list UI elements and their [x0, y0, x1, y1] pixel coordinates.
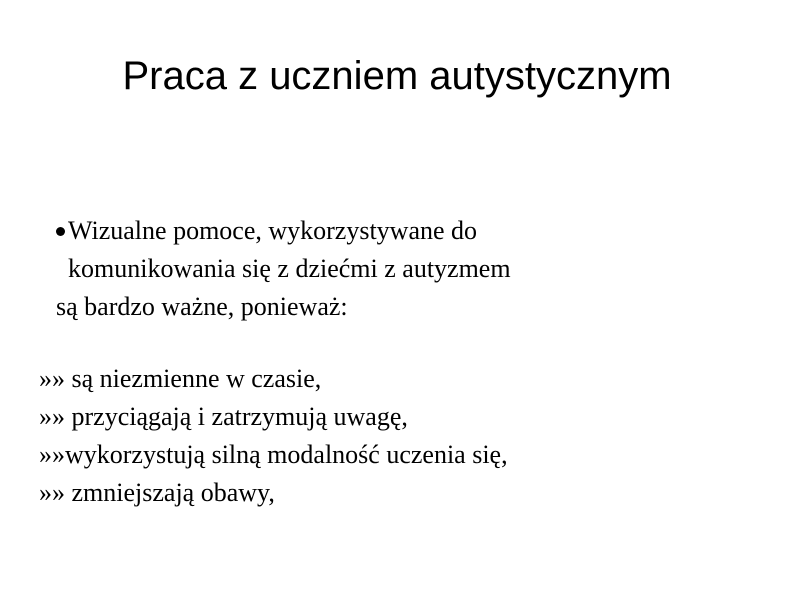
bullet-line-2: komunikowania się z dziećmi z autyzmem: [68, 254, 511, 283]
bullet-paragraph: [56, 212, 696, 326]
list-item: »» przyciągają i zatrzymują uwagę,: [39, 402, 408, 431]
bullet-dot-icon: [56, 227, 65, 236]
bullet-line-1: [56, 212, 696, 250]
list-item: »»wykorzystują silną modalność uczenia się,: [39, 440, 508, 469]
reasons-list: [39, 360, 739, 512]
list-item: »» są niezmienne w czasie,: [39, 364, 322, 393]
list-item: »» zmniejszają obawy,: [39, 478, 275, 507]
slide-title: Praca z uczniem autystycznym: [122, 54, 672, 98]
bullet-text-1: Wizualne pomoce, wykorzystywane do: [68, 216, 478, 245]
bullet-line-3: są bardzo ważne, ponieważ:: [56, 292, 348, 321]
